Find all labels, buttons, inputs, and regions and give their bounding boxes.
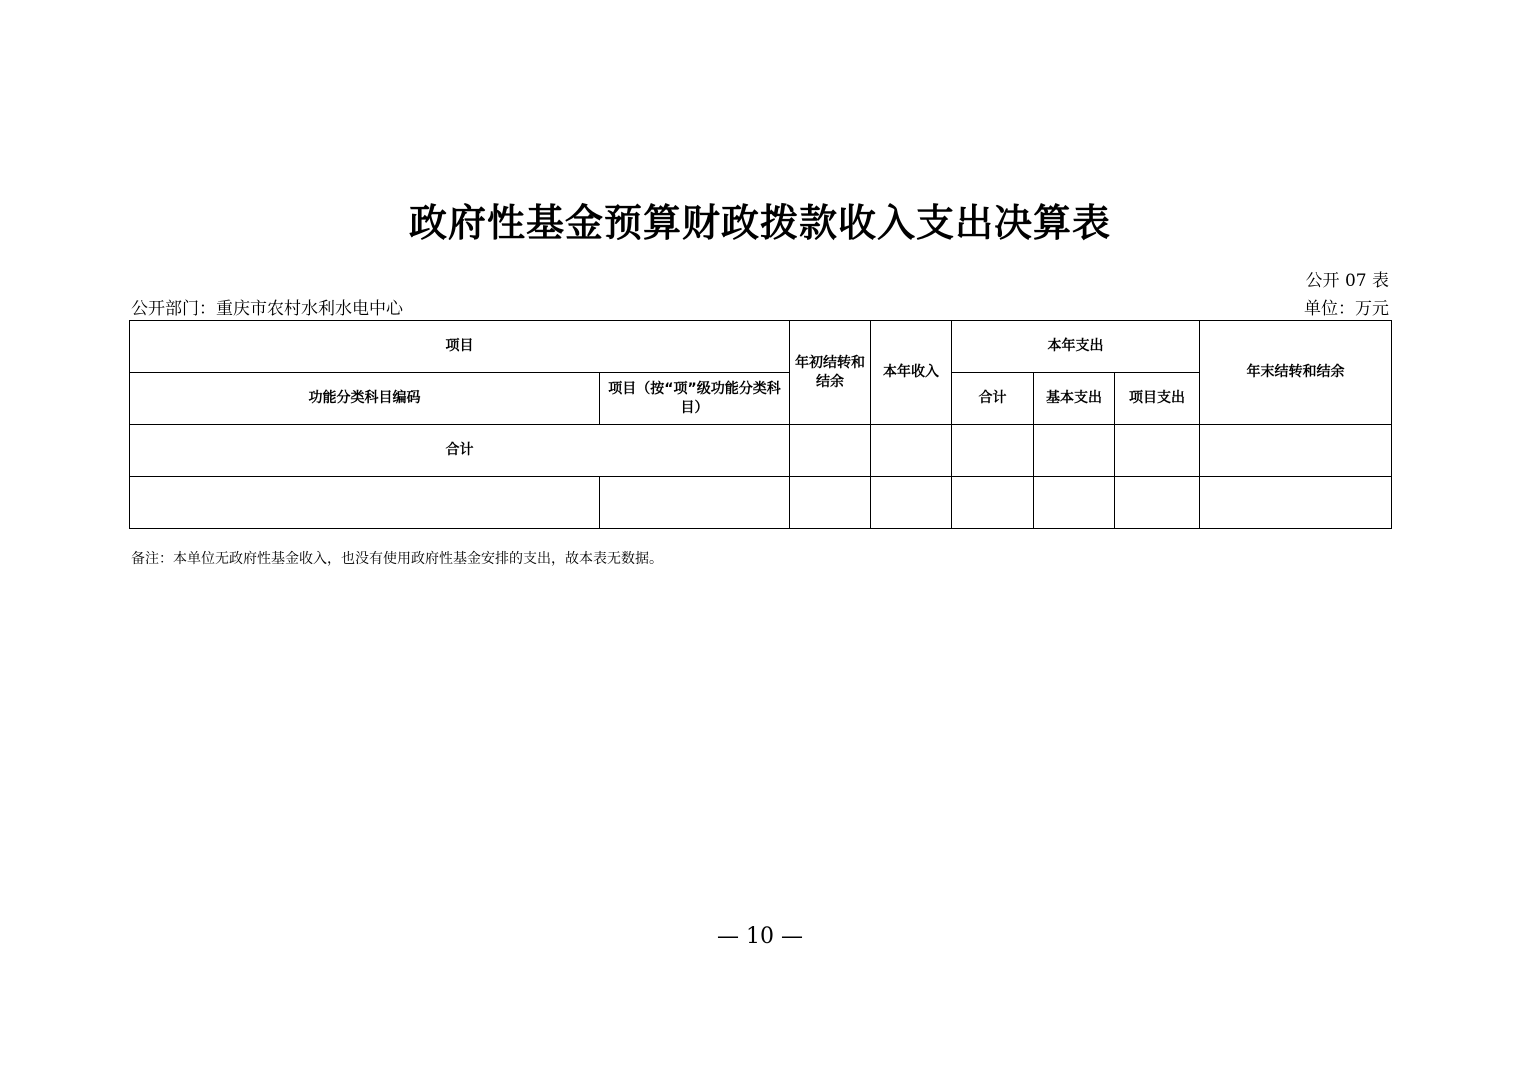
budget-table	[129, 320, 1392, 529]
data-cell	[1034, 477, 1115, 529]
page-title: 政府性基金预算财政拨款收入支出决算表	[408, 200, 1111, 245]
data-cell	[1200, 477, 1392, 529]
data-cell	[871, 477, 952, 529]
header-total: 合计	[952, 373, 1034, 425]
header-income: 本年收入	[871, 321, 952, 425]
total-expense-total-cell	[952, 425, 1034, 477]
header-project: 项目	[130, 321, 790, 373]
data-cell	[952, 477, 1034, 529]
data-cell	[600, 477, 790, 529]
total-project-cell	[1115, 425, 1200, 477]
page-number: — 10 —	[717, 924, 803, 949]
header-basic-expense: 基本支出	[1034, 373, 1115, 425]
data-cell	[1115, 477, 1200, 529]
header-begin-balance: 年初结转和结余	[790, 321, 871, 425]
total-begin-balance-cell	[790, 425, 871, 477]
total-end-balance-cell	[1200, 425, 1392, 477]
table-note: 备注：本单位无政府性基金收入，也没有使用政府性基金安排的支出，故本表无数据。	[131, 551, 663, 567]
data-cell	[790, 477, 871, 529]
header-end-balance: 年末结转和结余	[1200, 321, 1392, 425]
form-code: 公开 07 表	[1305, 271, 1389, 291]
total-income-cell	[871, 425, 952, 477]
header-project-expense: 项目支出	[1115, 373, 1200, 425]
table-row	[130, 477, 1392, 529]
total-row-label: 合计	[130, 425, 790, 477]
header-func-code: 功能分类科目编码	[130, 373, 600, 425]
table-row-total	[130, 425, 1392, 477]
data-cell	[130, 477, 600, 529]
unit-label: 单位：万元	[1304, 299, 1389, 319]
department-label: 公开部门：重庆市农村水利水电中心	[131, 299, 403, 319]
total-basic-cell	[1034, 425, 1115, 477]
header-project-item: 项目（按“项”级功能分类科目）	[600, 373, 790, 425]
header-expense: 本年支出	[952, 321, 1200, 373]
